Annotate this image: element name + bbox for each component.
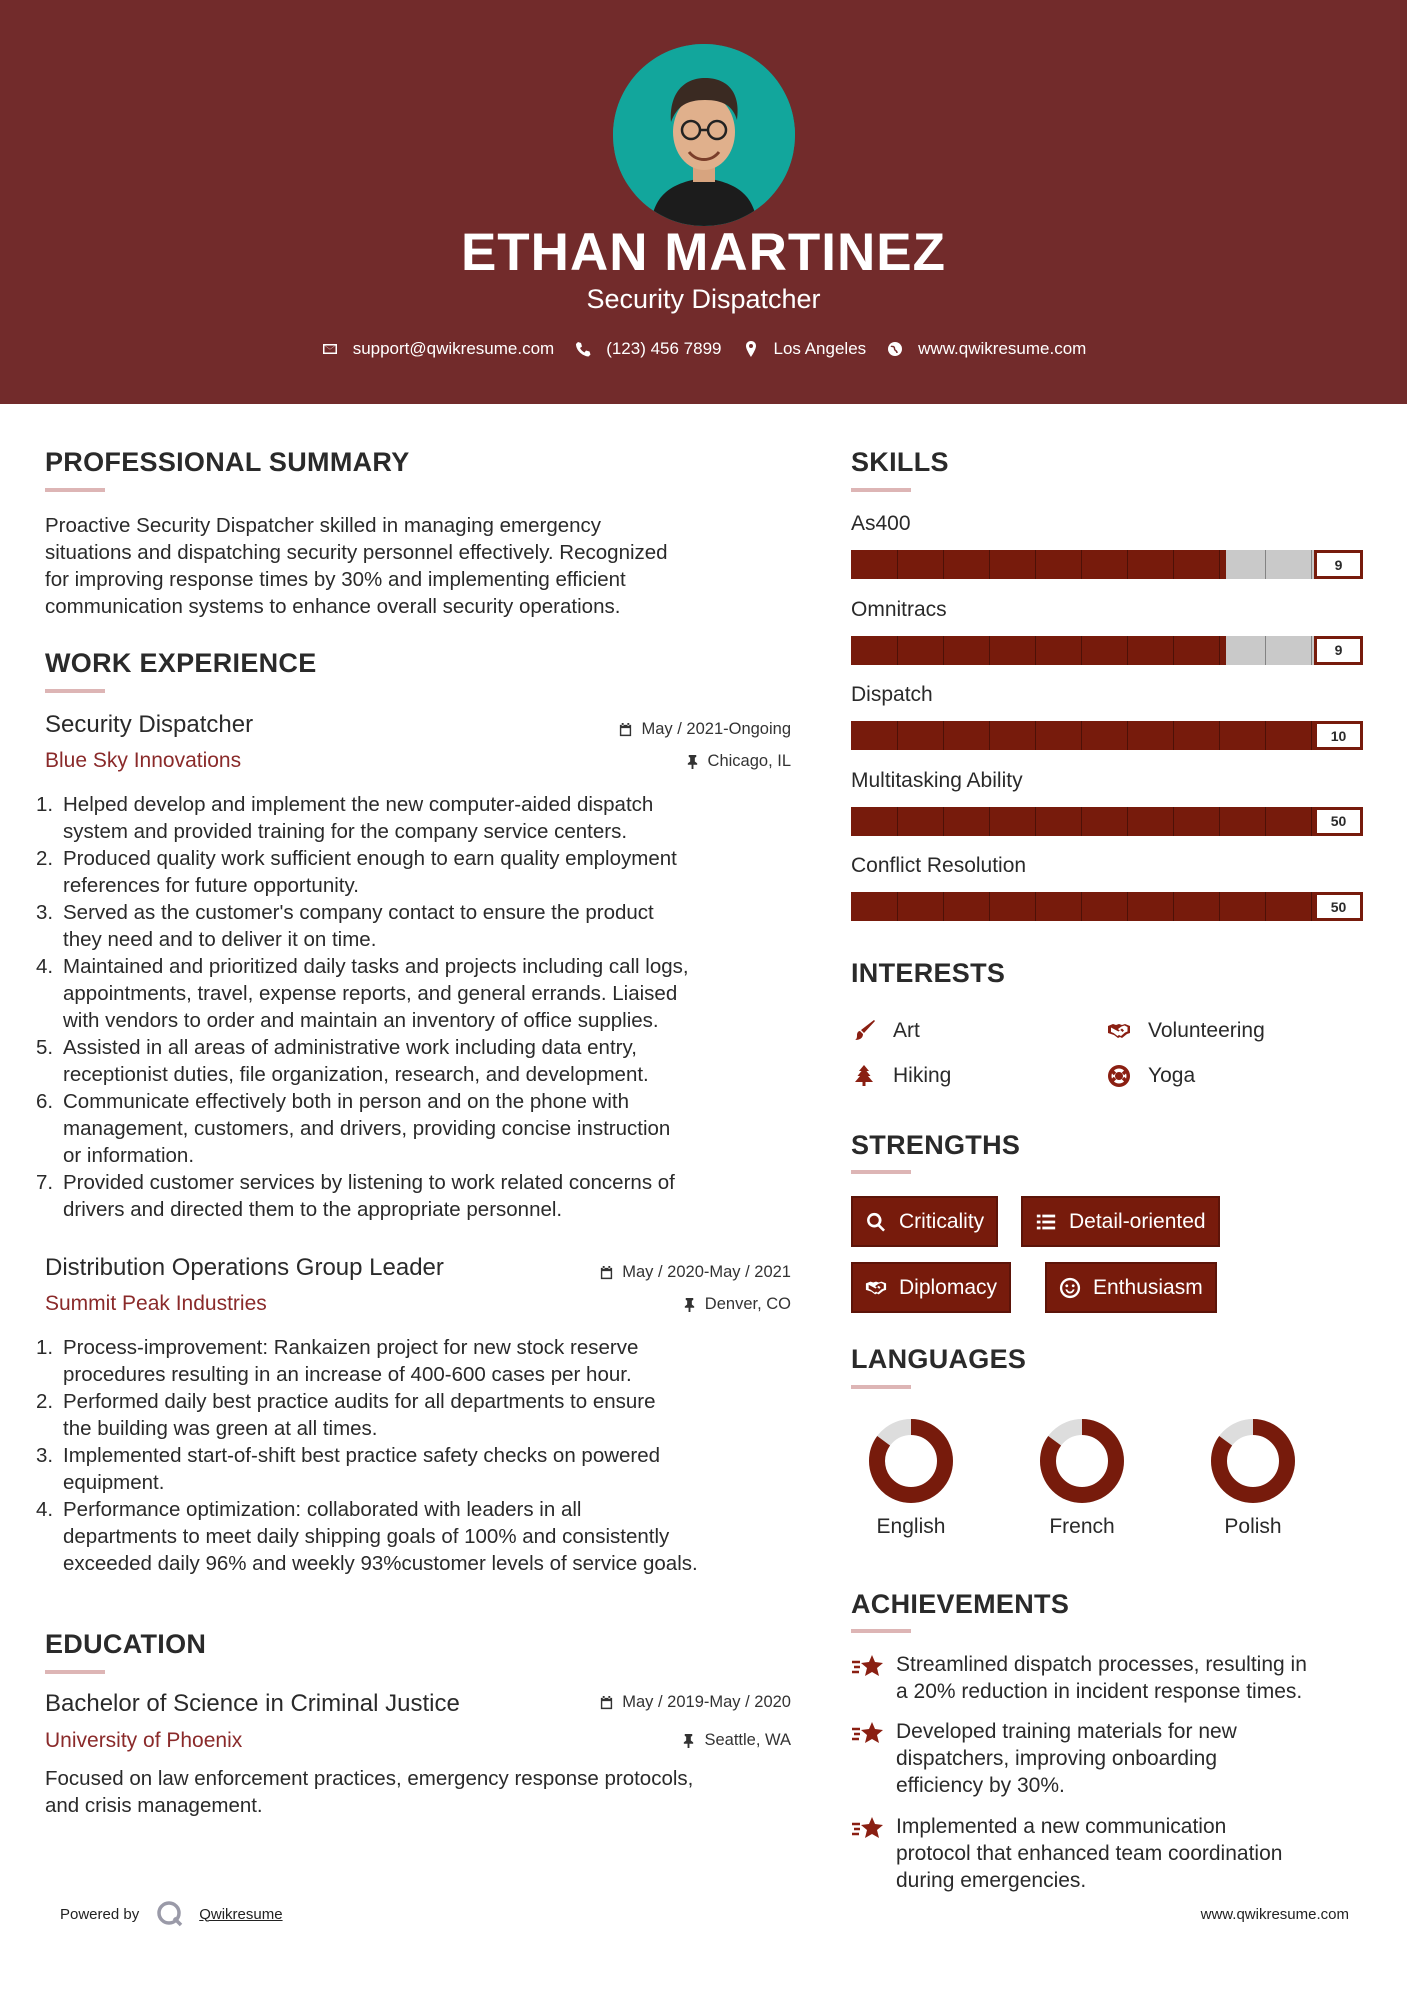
education-date <box>599 1693 791 1712</box>
skill-bar-divider <box>1081 550 1082 579</box>
skills-underline <box>851 488 911 492</box>
job-date-text: May / 2020-May / 2021 <box>622 1263 791 1281</box>
skill-bar-divider <box>1035 807 1036 836</box>
paint-brush-icon <box>851 1018 877 1044</box>
interest-yoga: Yoga <box>1106 1063 1195 1089</box>
degree-title: Bachelor of Science in Criminal Justice <box>45 1690 460 1717</box>
skill-bar-divider <box>1219 550 1220 579</box>
skill-bar-divider <box>1265 807 1266 836</box>
achievements-underline <box>851 1629 911 1633</box>
job-date-text: May / 2021-Ongoing <box>641 720 791 738</box>
language-donut <box>1207 1415 1299 1507</box>
search-icon <box>865 1211 887 1233</box>
skill-name: Multitasking Ability <box>851 768 1023 792</box>
skill-value: 9 <box>1314 636 1363 665</box>
education-underline <box>45 1670 105 1674</box>
skill-name: Omnitracs <box>851 597 947 621</box>
skill-bar-fill <box>851 636 1226 665</box>
skill-bar-fill <box>851 892 1363 921</box>
skill-bar-divider <box>1127 550 1128 579</box>
contact-phone-text: (123) 456 7899 <box>606 339 722 358</box>
interest-volunteering: Volunteering <box>1106 1018 1265 1044</box>
skill-bar-divider <box>1173 721 1174 750</box>
footer-powered-by <box>60 1899 283 1929</box>
contact-email[interactable] <box>321 339 555 359</box>
language-name: French <box>1049 1515 1115 1538</box>
skill-bar-divider <box>1173 636 1174 665</box>
skill-bar-divider <box>1081 892 1082 921</box>
strengths-underline <box>851 1170 911 1174</box>
list-item: 4. Performance optimization: collaborated with leaders in all departments to meet daily shipping goals of 100% and consistently exceeded daily 96% and weekly 93%customer levels of service goals. <box>36 1498 698 1575</box>
smile-icon <box>1059 1277 1081 1299</box>
achievement-item: Implemented a new communication protocol that enhanced team coordination during emergencies. <box>851 1813 1371 1894</box>
skill-bar-divider <box>989 550 990 579</box>
language-donut <box>1036 1415 1128 1507</box>
language-name: English <box>876 1515 946 1538</box>
contact-website[interactable] <box>886 339 1086 359</box>
powered-by-text: Powered by <box>60 1905 140 1923</box>
phone-icon <box>574 340 592 358</box>
skill-bar-divider <box>1265 892 1266 921</box>
achievements-heading: ACHIEVEMENTS <box>851 1589 1070 1619</box>
contact-location <box>742 339 867 359</box>
contact-email-text: support@qwikresume.com <box>352 339 555 358</box>
skill-bar-divider <box>1265 721 1266 750</box>
skill-bar-divider <box>1035 636 1036 665</box>
skill-bar-divider <box>943 636 944 665</box>
calendar-icon <box>599 1695 614 1710</box>
handshake-icon <box>865 1277 887 1299</box>
languages-heading: LANGUAGES <box>851 1344 1027 1374</box>
list-item: 3. Implemented start-of-shift best practice safety checks on powered equipment. <box>36 1444 661 1494</box>
strength-tag-enthusiasm: Enthusiasm <box>1045 1262 1217 1313</box>
list-icon <box>1035 1211 1057 1233</box>
skill-bar-divider <box>989 892 990 921</box>
skill-value: 50 <box>1314 807 1363 836</box>
globe-icon <box>886 340 904 358</box>
skill-value: 9 <box>1314 550 1363 579</box>
job-company: Blue Sky Innovations <box>45 749 242 772</box>
map-pin-icon <box>742 340 760 358</box>
job-title: Security Dispatcher <box>45 711 254 738</box>
education-description: Focused on law enforcement practices, emergency response protocols, and crisis management. <box>45 1767 694 1817</box>
skill-bar-divider <box>1035 721 1036 750</box>
summary-line: communication systems to enhance overall security operations. <box>45 595 621 618</box>
education-date-text: May / 2019-May / 2020 <box>622 1693 791 1711</box>
language-item <box>841 1415 981 1539</box>
pin-icon <box>681 1733 696 1748</box>
list-item: 3. Served as the customer's company contact to ensure the product they need and to deliver it on time. <box>36 901 654 951</box>
skill-bar <box>851 807 1363 836</box>
calendar-icon <box>618 722 633 737</box>
school-name: University of Phoenix <box>45 1729 243 1752</box>
achievement-item: Developed training materials for new dispatchers, improving onboarding efficiency by 30%. <box>851 1718 1371 1799</box>
experience-underline <box>45 689 105 693</box>
summary-line: situations and dispatching security personnel effectively. Recognized <box>45 541 668 564</box>
summary-line: Proactive Security Dispatcher skilled in managing emergency <box>45 514 602 537</box>
life-ring-icon <box>1106 1063 1132 1089</box>
skill-bar-divider <box>1311 550 1312 579</box>
education-heading: EDUCATION <box>45 1629 207 1659</box>
footer-website[interactable]: www.qwikresume.com <box>1200 1906 1349 1923</box>
achievement-item: Streamlined dispatch processes, resulting in a 20% reduction in incident response times. <box>851 1651 1371 1705</box>
list-item: 2. Produced quality work sufficient enough to earn quality employment references for future opportunity. <box>36 847 677 897</box>
skill-value: 50 <box>1314 892 1363 921</box>
contact-phone[interactable] <box>574 339 721 359</box>
strength-tag-criticality: Criticality <box>851 1196 998 1247</box>
skill-bar-divider <box>1173 550 1174 579</box>
job-location <box>682 1295 791 1314</box>
skill-bar-divider <box>943 550 944 579</box>
skill-bar-divider <box>1219 807 1220 836</box>
skill-bar-fill <box>851 807 1363 836</box>
skill-bar-divider <box>897 636 898 665</box>
job-title: Distribution Operations Group Leader <box>45 1254 444 1281</box>
skill-bar-divider <box>1035 550 1036 579</box>
skill-bar-divider <box>897 892 898 921</box>
skill-bar-divider <box>989 721 990 750</box>
skill-bar-divider <box>1081 807 1082 836</box>
skill-bar-divider <box>1311 892 1312 921</box>
contact-website-text: www.qwikresume.com <box>918 339 1087 358</box>
skill-bar-divider <box>1127 636 1128 665</box>
skill-bar-divider <box>1311 721 1312 750</box>
summary-text <box>45 512 805 620</box>
skill-bar-divider <box>1311 636 1312 665</box>
skill-bar-divider <box>943 807 944 836</box>
skill-bar <box>851 636 1363 665</box>
skill-bar-divider <box>897 807 898 836</box>
profile-photo <box>613 44 795 226</box>
skill-bar-divider <box>1219 892 1220 921</box>
list-item: 4. Maintained and prioritized daily tasks and projects including call logs, appointments, travel, expense reports, and general errands. Liaised with vendors to order and maintain an inventory of office supplies. <box>36 955 689 1032</box>
skill-bar-divider <box>1081 636 1082 665</box>
skill-bar <box>851 892 1363 921</box>
qwikresume-logo-icon <box>155 1899 185 1929</box>
summary-underline <box>45 488 105 492</box>
strength-tag-detail-oriented: Detail-oriented <box>1021 1196 1220 1247</box>
skill-bar-divider <box>1035 892 1036 921</box>
list-item: 6. Communicate effectively both in person and on the phone with management, customers, and drivers, providing concise instruction or information. <box>36 1090 671 1167</box>
language-item <box>1183 1415 1323 1539</box>
calendar-icon <box>599 1265 614 1280</box>
skill-bar-divider <box>1173 807 1174 836</box>
interests-heading: INTERESTS <box>851 958 1006 988</box>
skill-bar-divider <box>897 550 898 579</box>
candidate-name: ETHAN MARTINEZ <box>460 223 947 282</box>
skill-bar <box>851 721 1363 750</box>
skill-bar-divider <box>1081 721 1082 750</box>
strengths-heading: STRENGTHS <box>851 1130 1021 1160</box>
job-location <box>685 752 791 771</box>
skill-value: 10 <box>1314 721 1363 750</box>
skill-bar-divider <box>897 721 898 750</box>
handshake-icon <box>1106 1018 1132 1044</box>
star-icon <box>851 1718 896 1799</box>
skill-bar-divider <box>989 636 990 665</box>
interest-hiking: Hiking <box>851 1063 951 1089</box>
strength-tag-diplomacy: Diplomacy <box>851 1262 1011 1313</box>
education-location <box>681 1731 791 1750</box>
qwikresume-link[interactable]: Qwikresume <box>199 1905 283 1923</box>
contact-location-text: Los Angeles <box>773 339 867 358</box>
skill-name: Dispatch <box>851 683 933 706</box>
job-location-text: Denver, CO <box>704 1295 791 1313</box>
summary-heading: PROFESSIONAL SUMMARY <box>45 447 410 477</box>
envelope-icon <box>321 340 339 358</box>
skill-name: As400 <box>851 512 911 535</box>
list-item: 5. Assisted in all areas of administrative work including data entry, receptionist duties, file organization, research, and development. <box>36 1036 649 1086</box>
skill-bar-divider <box>1265 636 1266 665</box>
pin-icon <box>685 754 700 769</box>
skills-heading: SKILLS <box>851 447 949 477</box>
job-company: Summit Peak Industries <box>45 1292 267 1315</box>
skill-bar-divider <box>1127 892 1128 921</box>
list-item: 1. Process-improvement: Rankaizen project for new stock reserve procedures resulting in an increase of 400-600 cases per hour. <box>36 1336 639 1386</box>
languages-underline <box>851 1385 911 1389</box>
star-icon <box>851 1813 896 1894</box>
skill-name: Conflict Resolution <box>851 854 1027 877</box>
job-date <box>618 720 791 739</box>
list-item: 7. Provided customer services by listening to work related concerns of drivers and directed them to the appropriate personnel. <box>36 1171 675 1221</box>
job-bullets <box>36 1334 796 1577</box>
list-item: 2. Performed daily best practice audits for all departments to ensure the building was green at all times. <box>36 1390 656 1440</box>
job-bullets <box>36 791 796 1223</box>
skill-bar-divider <box>1265 550 1266 579</box>
job-date <box>599 1263 791 1282</box>
summary-line: for improving response times by 30% and implementing efficient <box>45 568 626 591</box>
list-item: 1. Helped develop and implement the new computer-aided dispatch system and provided training for the company service centers. <box>36 793 654 843</box>
skill-bar-divider <box>989 807 990 836</box>
tree-icon <box>851 1063 877 1089</box>
education-location-text: Seattle, WA <box>704 1731 791 1749</box>
language-name: Polish <box>1224 1515 1282 1538</box>
pin-icon <box>682 1297 697 1312</box>
skill-bar-divider <box>1311 807 1312 836</box>
skill-bar-fill <box>851 550 1226 579</box>
skill-bar-divider <box>943 892 944 921</box>
language-item <box>1012 1415 1152 1539</box>
interest-art: Art <box>851 1018 920 1044</box>
skill-bar <box>851 550 1363 579</box>
skill-bar-divider <box>1219 636 1220 665</box>
star-icon <box>851 1651 896 1705</box>
skill-bar-divider <box>943 721 944 750</box>
skill-bar-divider <box>1127 721 1128 750</box>
language-donut <box>865 1415 957 1507</box>
skill-bar-divider <box>1173 892 1174 921</box>
experience-heading: WORK EXPERIENCE <box>45 648 317 678</box>
skill-bar-divider <box>1127 807 1128 836</box>
candidate-role: Security Dispatcher <box>586 284 821 314</box>
job-location-text: Chicago, IL <box>707 752 791 770</box>
skill-bar-fill <box>851 721 1363 750</box>
skill-bar-divider <box>1219 721 1220 750</box>
contact-bar <box>0 335 1407 363</box>
header-banner <box>0 0 1407 404</box>
